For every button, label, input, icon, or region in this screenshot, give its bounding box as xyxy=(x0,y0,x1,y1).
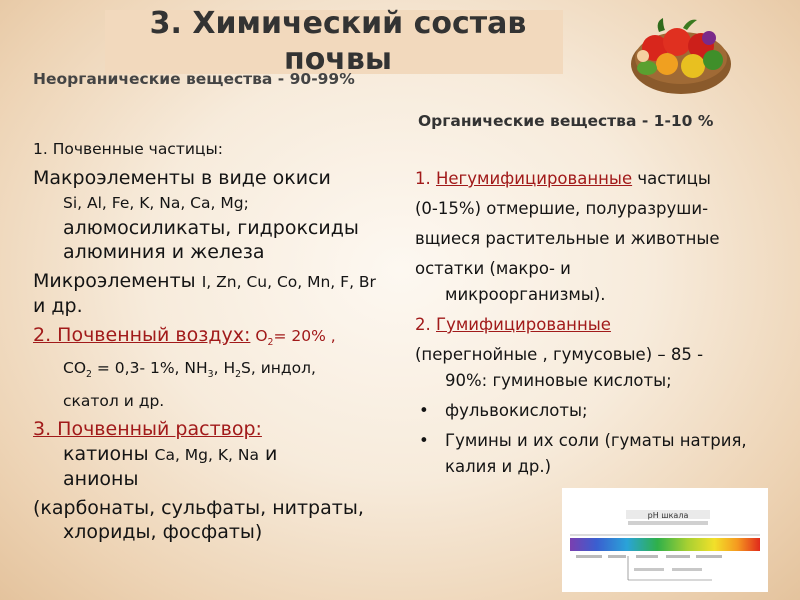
vegetable-basket-image xyxy=(625,12,737,96)
r1-rest: частицы xyxy=(632,169,711,188)
s1-colon: : xyxy=(217,140,223,158)
soil-air xyxy=(33,323,393,356)
spacer xyxy=(33,89,393,136)
microelements xyxy=(33,269,393,319)
soil-particles-heading xyxy=(33,136,393,162)
ph-scale-image xyxy=(562,488,768,592)
non-humified-desc-2: вщиеся растительные и животные xyxy=(415,229,720,248)
s1-title: Почвенные частицы xyxy=(52,140,218,158)
co2-text: CO xyxy=(63,359,87,377)
ph-color-bar xyxy=(570,538,760,551)
ph-label-mark xyxy=(666,555,690,558)
nh3-sub: 3 xyxy=(207,369,214,380)
macro-list-text: Si, Al, Fe, K, Na, Ca, Mg; xyxy=(63,194,249,212)
co2-sub: 2 xyxy=(86,369,92,380)
o2-value: = 20% , xyxy=(273,326,336,345)
soil-solution-salts: (карбонаты, сульфаты, нитраты, хлориды, фосфаты) xyxy=(33,496,364,543)
bullet-humins: • Гумины и их соли (гуматы натрия, калия и др.) xyxy=(415,428,787,480)
micro-label: Микроэлементы xyxy=(33,269,202,292)
soil-solution-cations xyxy=(33,442,393,468)
inorganic-column xyxy=(33,70,393,545)
cations-list: Ca, Mg, K, Na xyxy=(154,445,259,464)
inorganic-heading: Неорганические вещества - 90-99% xyxy=(33,70,355,88)
micro-end: и др. xyxy=(33,295,83,317)
bullet-fulvic: • фульвокислоты; xyxy=(415,398,787,424)
soil-solution-heading xyxy=(33,417,393,442)
organic-column xyxy=(415,166,787,480)
humified-desc-1: (перегнойные , гумусовые) – 85 - xyxy=(415,345,704,364)
ph-label-mark xyxy=(576,555,602,558)
ph-label-mark xyxy=(608,555,626,558)
ph-subcaption-bar xyxy=(628,521,708,525)
h2s-text: , H xyxy=(213,359,236,377)
r6-title: Гумифицированные xyxy=(436,315,611,334)
soil-air-line3 xyxy=(33,388,393,414)
soil-solution-anions: анионы xyxy=(63,468,139,490)
r6-number: 2. xyxy=(415,315,436,334)
non-humified-desc-1: (0-15%) отмершие, полуразруши- xyxy=(415,199,709,218)
s1-number: 1. xyxy=(33,140,53,158)
humified-line xyxy=(415,312,787,338)
o2-text: O xyxy=(250,326,268,345)
slide-title: 3. Химический состав почвы xyxy=(149,6,527,77)
non-humified-desc-3: остатки (макро- и xyxy=(415,259,571,278)
soil-air-line2 xyxy=(33,355,393,388)
s3-title: 3. Почвенный раствор: xyxy=(33,418,262,440)
h2s-sub: 2 xyxy=(235,369,242,380)
air-rest: скатол и др. xyxy=(63,391,165,410)
ph-scale-figure xyxy=(562,488,768,592)
macroelements-label: Макроэлементы в виде окиси xyxy=(33,166,331,189)
r1-number: 1. xyxy=(415,169,436,188)
cations-and: и xyxy=(258,442,278,465)
o2-sub: 2 xyxy=(267,336,274,348)
ph-caption: pH шкала xyxy=(647,511,689,520)
humified-desc-2: 90%: гуминовые кислоты; xyxy=(445,371,672,390)
ph-label-mark xyxy=(696,555,722,558)
s2-title: 2. Почвенный воздух: xyxy=(33,323,251,346)
macroelements-list xyxy=(33,190,393,216)
ph-label-mark xyxy=(672,568,702,571)
co2-value: = 0,3- 1%, NH xyxy=(91,359,208,377)
air-line xyxy=(63,359,316,380)
h2s-rest: S, индол, xyxy=(241,359,316,377)
macroelements-rest: алюмосиликаты, гидроксиды алюминия и железа xyxy=(63,216,359,263)
non-humified-desc-4: микроорганизмы). xyxy=(445,285,606,304)
non-humified-line xyxy=(415,166,787,192)
r1-title: Негумифицированные xyxy=(436,169,633,188)
cations-label: катионы xyxy=(63,442,155,465)
ph-label-mark xyxy=(634,568,664,571)
air-o2 xyxy=(250,326,336,348)
ph-label-mark xyxy=(636,555,658,558)
micro-list: I, Zn, Cu, Co, Mn, F, Br xyxy=(201,272,376,291)
organic-heading: Органические вещества - 1-10 % xyxy=(418,112,714,130)
